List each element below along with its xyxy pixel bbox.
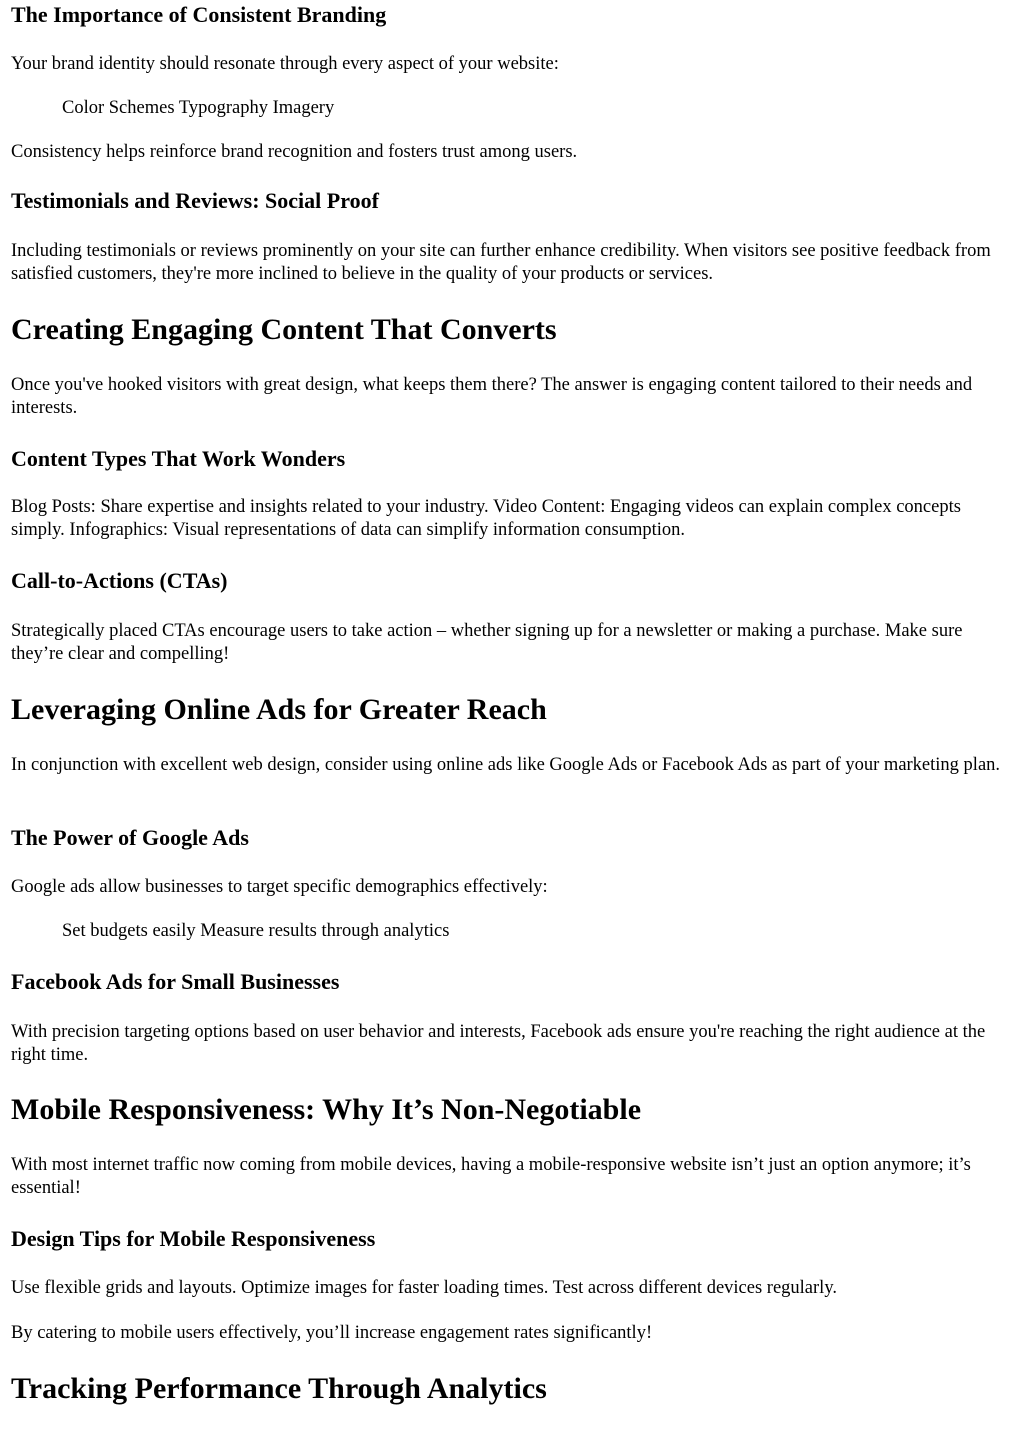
testimonials-body: Including testimonials or reviews prominently on your site can further enhance credibility. When visitors see positive feedback from satisfied customers, they're more inclined to believe in the quality of your products or services. (11, 241, 991, 284)
google-ads-heading: The Power of Google Ads (11, 825, 249, 850)
mobile-heading: Mobile Responsiveness: Why It’s Non-Negotiable (11, 1093, 642, 1126)
ads-heading: Leveraging Online Ads for Greater Reach (11, 693, 547, 726)
content-types-body: Blog Posts: Share expertise and insights related to your industry. Video Content: Engaging videos can explain complex concepts simply. Infographics: Visual representations of data can simplify information consumption. (11, 497, 961, 540)
testimonials-heading: Testimonials and Reviews: Social Proof (11, 188, 379, 213)
google-ads-intro: Google ads allow businesses to target specific demographics effectively: (11, 877, 548, 897)
branding-closing: Consistency helps reinforce brand recognition and fosters trust among users. (11, 142, 578, 162)
content-types-heading: Content Types That Work Wonders (11, 446, 346, 471)
cta-body: Strategically placed CTAs encourage users to take action – whether signing up for a newsletter or making a purchase. Make sure they’re clear and compelling! (11, 621, 963, 664)
branding-heading: The Importance of Consistent Branding (11, 2, 387, 27)
ads-intro: In conjunction with excellent web design, consider using online ads like Google Ads or Facebook Ads as part of your marketing plan. (11, 755, 1001, 775)
mobile-tips-body: Use flexible grids and layouts. Optimize images for faster loading times. Test across different devices regularly. (11, 1278, 837, 1298)
content-heading: Creating Engaging Content That Converts (11, 313, 557, 346)
branding-intro: Your brand identity should resonate through every aspect of your website: (11, 54, 559, 74)
mobile-tips-heading: Design Tips for Mobile Responsiveness (11, 1226, 376, 1251)
mobile-intro: With most internet traffic now coming from mobile devices, having a mobile-responsive website isn’t just an option anymore; it’s essential! (11, 1155, 971, 1198)
analytics-heading: Tracking Performance Through Analytics (11, 1372, 547, 1405)
facebook-ads-heading: Facebook Ads for Small Businesses (11, 969, 340, 994)
mobile-closing: By catering to mobile users effectively, you’ll increase engagement rates significantly! (11, 1323, 653, 1343)
facebook-ads-body: With precision targeting options based on user behavior and interests, Facebook ads ensure you're reaching the right audience at the right time. (11, 1022, 986, 1065)
content-intro: Once you've hooked visitors with great design, what keeps them there? The answer is engaging content tailored to their needs and interests. (11, 375, 973, 418)
cta-heading: Call-to-Actions (CTAs) (11, 568, 228, 593)
branding-list: Color Schemes Typography Imagery (62, 98, 335, 118)
google-ads-list: Set budgets easily Measure results through analytics (62, 921, 450, 941)
